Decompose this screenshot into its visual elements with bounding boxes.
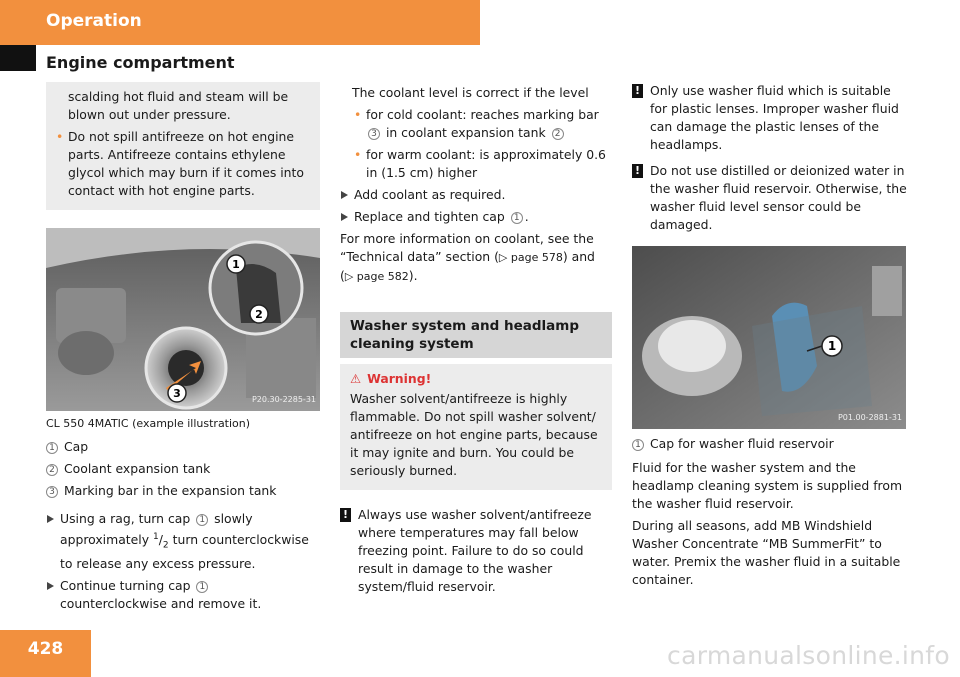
warning-title: ⚠ Warning! (350, 371, 432, 386)
engine-compartment-photo (46, 228, 320, 411)
more-info-text: For more information on coolant, see the “Technical data” section (▷ page 578) and (▷ page 582). (340, 231, 595, 283)
exclamation-icon: ! (632, 164, 643, 178)
svg-text:2: 2 (255, 308, 263, 321)
note-solvent: ! Always use washer solvent/antifreeze where temperatures may fall below freezing point. Failure to do so could result in damage to the washer system/fluid reservoir. (340, 506, 612, 596)
legend-item: 2 Coolant expansion tank (46, 460, 320, 478)
washer-reservoir-photo (632, 246, 906, 429)
warning-text: Washer solvent/antifreeze is highly flammable. Do not spill washer solvent/ antifreeze on hot engine parts, because it may ignite and burn. You could be seriously burned. (350, 391, 598, 478)
step-turn-cap: Using a rag, turn cap 1 slowly approximately $^1/_2$ turn counterclockwise to release any excess pressure. (46, 510, 320, 573)
step-replace-cap: Replace and tighten cap 1 . (340, 208, 612, 226)
level-intro: The coolant level is correct if the level (352, 85, 589, 100)
legend-item: 1 Cap for washer fluid reservoir (632, 435, 908, 453)
column-2 (340, 82, 612, 604)
page-ref-link[interactable]: ▷ page 578 (498, 251, 563, 264)
note-plastic-lenses: ! Only use washer fluid which is suitable for plastic lenses. Improper washer fluid can damage the plastic lenses of the headlamps. (632, 82, 908, 154)
washer-seasons-paragraph: During all seasons, add MB Windshield Washer Concentrate “MB SummerFit” to water. Premix the washer fluid in a suitable container. (632, 518, 901, 587)
legend-list (46, 438, 320, 500)
legend-item: 1 Cap (46, 438, 320, 456)
svg-text:1: 1 (232, 258, 240, 271)
warning-triangle-icon: ⚠ (350, 371, 362, 386)
cold-coolant-bullet: • for cold coolant: reaches marking bar 3 in coolant expansion tank 2 (352, 106, 612, 142)
page-ref-link[interactable]: ▷ page 582 (344, 270, 409, 283)
section-heading: Washer system and headlamp cleaning system (340, 312, 612, 358)
photo-code: P20.30-2285-31 (251, 395, 316, 404)
page-number: 428 (0, 630, 91, 677)
warm-coolant-bullet: • for warm coolant: is approximately 0.6 in (1.5 cm) higher (352, 146, 612, 182)
section-title: Operation (46, 11, 142, 31)
warning-continuation-box (46, 82, 320, 210)
photo-code: P01.00-2881-31 (837, 413, 902, 422)
svg-text:3: 3 (173, 387, 181, 400)
subsection-title: Engine compartment (46, 53, 235, 72)
step-remove-cap: Continue turning cap 1 counterclockwise and remove it. (46, 577, 320, 613)
exclamation-icon: ! (340, 508, 351, 522)
svg-text:1: 1 (827, 339, 837, 353)
warning-continuation-text: scalding hot fluid and steam will be blown out under pressure. (68, 89, 289, 122)
note-distilled-water: ! Do not use distilled or deionized water in the washer fluid reservoir. Otherwise, the washer fluid level sensor could be damaged. (632, 162, 908, 234)
warning-bullet: • Do not spill antifreeze on hot engine parts. Antifreeze contains ethylene glycol which may burn if it comes into contact with hot engine parts. (54, 128, 312, 200)
exclamation-icon: ! (632, 84, 643, 98)
column-3 (632, 82, 908, 593)
watermark: carmanualsonline.info (667, 641, 950, 670)
photo-caption: CL 550 4MATIC (example illustration) (46, 417, 251, 430)
washer-supply-paragraph: Fluid for the washer system and the headlamp cleaning system is supplied from the washer fluid reservoir. (632, 460, 903, 511)
legend-item: 3 Marking bar in the expansion tank (46, 482, 320, 500)
warning-box (340, 364, 612, 490)
column-1 (46, 82, 320, 617)
header-tab-marker (0, 45, 36, 71)
step-add-coolant: Add coolant as required. (340, 186, 612, 204)
